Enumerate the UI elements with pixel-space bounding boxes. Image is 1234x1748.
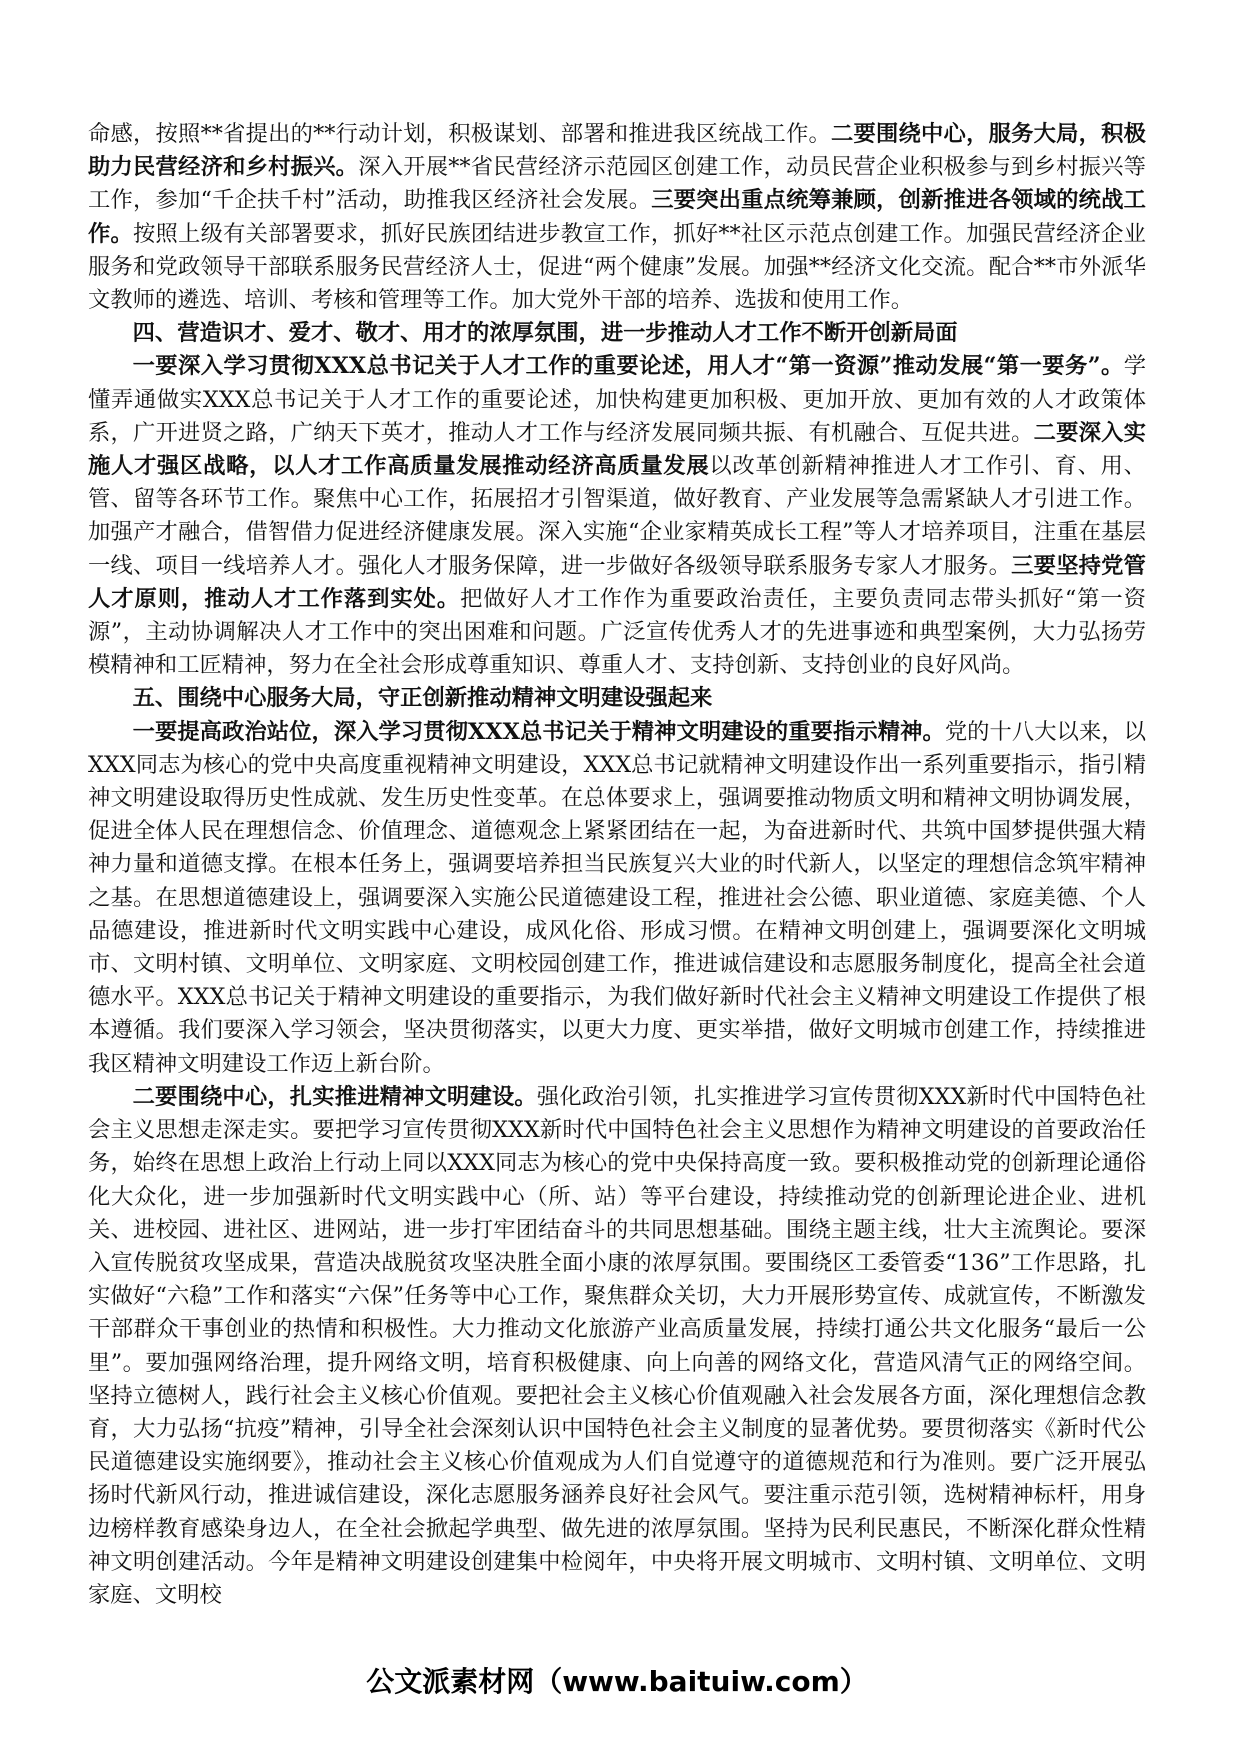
paragraph-united-front (88, 118, 1146, 317)
bold-point: 二要深入实施人才强区战略，以人才工作高质量发展推动经济高质量发展 (88, 419, 1146, 480)
paragraph-civilization-1 (88, 716, 1146, 1081)
text-run: 命感，按照**省提出的**行动计划，积极谋划、部署和推进我区统战工作。 (88, 121, 831, 147)
section-heading-5: 五、围绕中心服务大局，守正创新推动精神文明建设强起来 (132, 685, 713, 712)
bold-point: 二要围绕中心，服务大局，积极助力民营经济和乡村振兴。 (88, 121, 1146, 181)
bold-point: 一要提高政治站位，深入学习贯彻XXX总书记关于精神文明建设的重要指示精神。 (132, 718, 945, 745)
footer-watermark: 公文派素材网（www.baituiw.com） (366, 1665, 868, 1698)
text-run: 深入开展**省民营经济示范园区创建工作，动员民营企业积极参与到乡村振兴等工作，参加“千企扶千村”活动，助推我区经济社会发展。 (88, 154, 1146, 214)
text-run: 按照上级有关部署要求，抓好民族团结进步教宣工作，抓好**社区示范点创建工作。加强民营经济企业服务和党政领导干部联系服务民营经济人士，促进“两个健康”发展。加强**经济文化交流。配合**市外派华文教师的遴选、培训、考核和管理等工作。加大党外干部的培养、选拔和使用工作。 (88, 220, 1146, 314)
text-run: 学懂弄通做实XXX总书记关于人才工作的重要论述，加快构建更加积极、更加开放、更加有效的人才政策体系，广开进贤之路，广纳天下英才，推动人才工作与经济发展同频共振、有机融合、互促共进。 (88, 353, 1146, 446)
section-heading-4: 四、营造识才、爱才、敬才、用才的浓厚氛围，进一步推动人才工作不断开创新局面 (132, 320, 958, 347)
text-run: 以改革创新精神推进人才工作引、育、用、管、留等各环节工作。聚焦中心工作，拓展招才引智渠道，做好教育、产业发展等急需紧缺人才引进工作。加强产才融合，借智借力促进经济健康发展。深入实施“企业家精英成长工程”等人才培养项目，注重在基层一线、项目一线培养人才。强化人才服务保障，进一步做好各级领导联系服务专家人才服务。 (88, 453, 1146, 579)
text-run: 强化政治引领，扎实推进学习宣传贯彻XXX新时代中国特色社会主义思想走深走实。要把学习宣传贯彻XXX新时代中国特色社会主义思想作为精神文明建设的首要政治任务，始终在思想上政治上行动上同以XXX同志为核心的党中央保持高度一致。要积极推动党的创新理论通俗化大众化，进一步加强新时代文明实践中心（所、站）等平台建设，持续推动党的创新理论进企业、进机关、进校园、进社区、进网站，进一步打牢团结奋斗的共同思想基础。围绕主题主线，壮大主流舆论。要深入宣传脱贫攻坚成果，营造决战脱贫攻坚决胜全面小康的浓厚氛围。要围绕区工委管委“136”工作思路，扎实做好“六稳”工作和落实“六保”任务等中心工作，聚焦群众关切，大力开展形势宣传、成就宣传，不断激发干部群众干事创业的热情和积极性。大力推动文化旅游产业高质量发展，持续打通公共文化服务“最后一公里”。要加强网络治理，提升网络文明，培育积极健康、向上向善的网络文化，营造风清气正的网络空间。坚持立德树人，践行社会主义核心价值观。要把社会主义核心价值观融入社会发展各方面，深化理想信念教育，大力弘扬“抗疫”精神，引导全社会深刻认识中国特色社会主义制度的显著优势。要贯彻落实《新时代公民道德建设实施纲要》，推动社会主义核心价值观成为人们自觉遵守的道德规范和行为准则。要广泛开展弘扬时代新风行动，推进诚信建设，深化志愿服务涵养良好社会风气。要注重示范引领，选树精神标杆，用身边榜样教育感染身边人，在全社会掀起学典型、做先进的浓厚氛围。坚持为民利民惠民，不断深化群众性精神文明创建活动。今年是精神文明建设创建集中检阅年，中央将开展文明城市、文明村镇、文明单位、文明家庭、文明校 (88, 1083, 1146, 1608)
paragraph-civilization-2 (88, 1081, 1146, 1612)
bold-point: 一要深入学习贯彻XXX总书记关于人才工作的重要论述，用人才“第一资源”推动发展“第一要务”。 (132, 353, 1124, 380)
paragraph-talent (88, 350, 1146, 682)
bold-point: 二要围绕中心，扎实推进精神文明建设。 (132, 1083, 537, 1110)
document-body (88, 118, 1146, 1612)
bold-point: 三要突出重点统筹兼顾，创新推进各领域的统战工作。 (88, 187, 1146, 247)
text-run: 党的十八大以来，以XXX同志为核心的党中央高度重视精神文明建设，XXX总书记就精神文明建设作出一系列重要指示，指引精神文明建设取得历史性成就、发生历史性变革。在总体要求上，强调要推动物质文明和精神文明协调发展，促进全体人民在理想信念、价值理念、道德观念上紧紧团结在一起，为奋进新时代、共筑中国梦提供强大精神力量和道德支撑。在根本任务上，强调要培养担当民族复兴大业的时代新人，以坚定的理想信念筑牢精神之基。在思想道德建设上，强调要深入实施公民道德建设工程，推进社会公德、职业道德、家庭美德、个人品德建设，推进新时代文明实践中心建设，成风化俗、形成习惯。在精神文明创建上，强调要深化文明城市、文明村镇、文明单位、文明家庭、文明校园创建工作，推进诚信建设和志愿服务制度化，提高全社会道德水平。XXX总书记关于精神文明建设的重要指示，为我们做好新时代社会主义精神文明建设工作提供了根本遵循。我们要深入学习领会，坚决贯彻落实，以更大力度、更实举措，做好文明城市创建工作，持续推进我区精神文明建设工作迈上新台阶。 (88, 718, 1146, 1077)
bold-point: 三要坚持党管人才原则，推动人才工作落到实处。 (88, 552, 1146, 612)
text-run: 把做好人才工作作为重要政治责任，主要负责同志带头抓好“第一资源”，主动协调解决人才工作中的突出困难和问题。广泛宣传优秀人才的先进事迹和典型案例，大力弘扬劳模精神和工匠精神，努力在全社会形成尊重知识、尊重人才、支持创新、支持创业的良好风尚。 (88, 585, 1146, 679)
